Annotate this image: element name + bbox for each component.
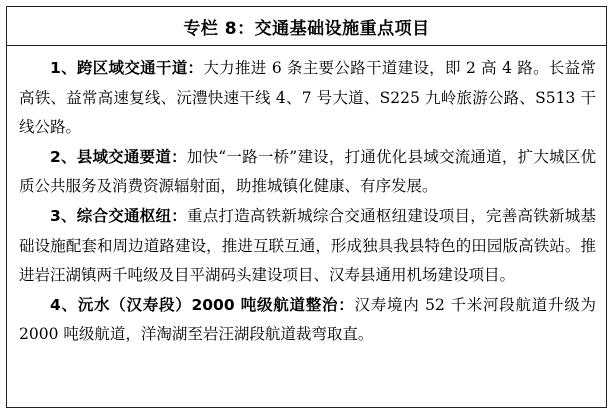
feature-box: [6, 6, 607, 408]
box-title: 专栏 8：交通基础设施重点项目: [7, 7, 606, 46]
paragraph-lead: 4、沅水（汉寿段）2000 吨级航道整治：: [50, 295, 355, 314]
paragraph-county-roads: [19, 143, 596, 202]
paragraph-text: 大力推进 6 条主要公路干道建设，即 2 高 4 路。长益常高铁、益常高速复线、沅澧快速干线 4、7 号大道、S225 九岭旅游公路、S513 干线公路。: [19, 59, 596, 137]
box-content: [7, 46, 606, 350]
paragraph-cross-region-roads: [19, 54, 596, 143]
paragraph-lead: 1、跨区域交通干道：: [50, 59, 204, 77]
paragraph-text: 加快“一路一桥”建设，打通优化县域交流通道，扩大城区优质公共服务及消费资源辐射面，助推城镇化健康、有序发展。: [19, 147, 596, 196]
paragraph-text: 汉寿境内 52 千米河段航道升级为 2000 吨级航道，洋淘湖至岩汪湖段航道裁弯取直。: [19, 295, 596, 344]
paragraph-transport-hub: [19, 202, 596, 291]
paragraph-lead: 3、综合交通枢纽：: [50, 206, 187, 225]
paragraph-waterway: [19, 291, 596, 350]
paragraph-lead: 2、县域交通要道：: [50, 147, 187, 166]
paragraph-text: 重点打造高铁新城综合交通枢纽建设项目，完善高铁新城基础设施配套和周边道路建设，推进互联互通，形成独具我县特色的田园版高铁站。推进岩汪湖镇两千吨级及目平湖码头建设项目、汉寿县通用机场建设项目。: [19, 206, 596, 285]
